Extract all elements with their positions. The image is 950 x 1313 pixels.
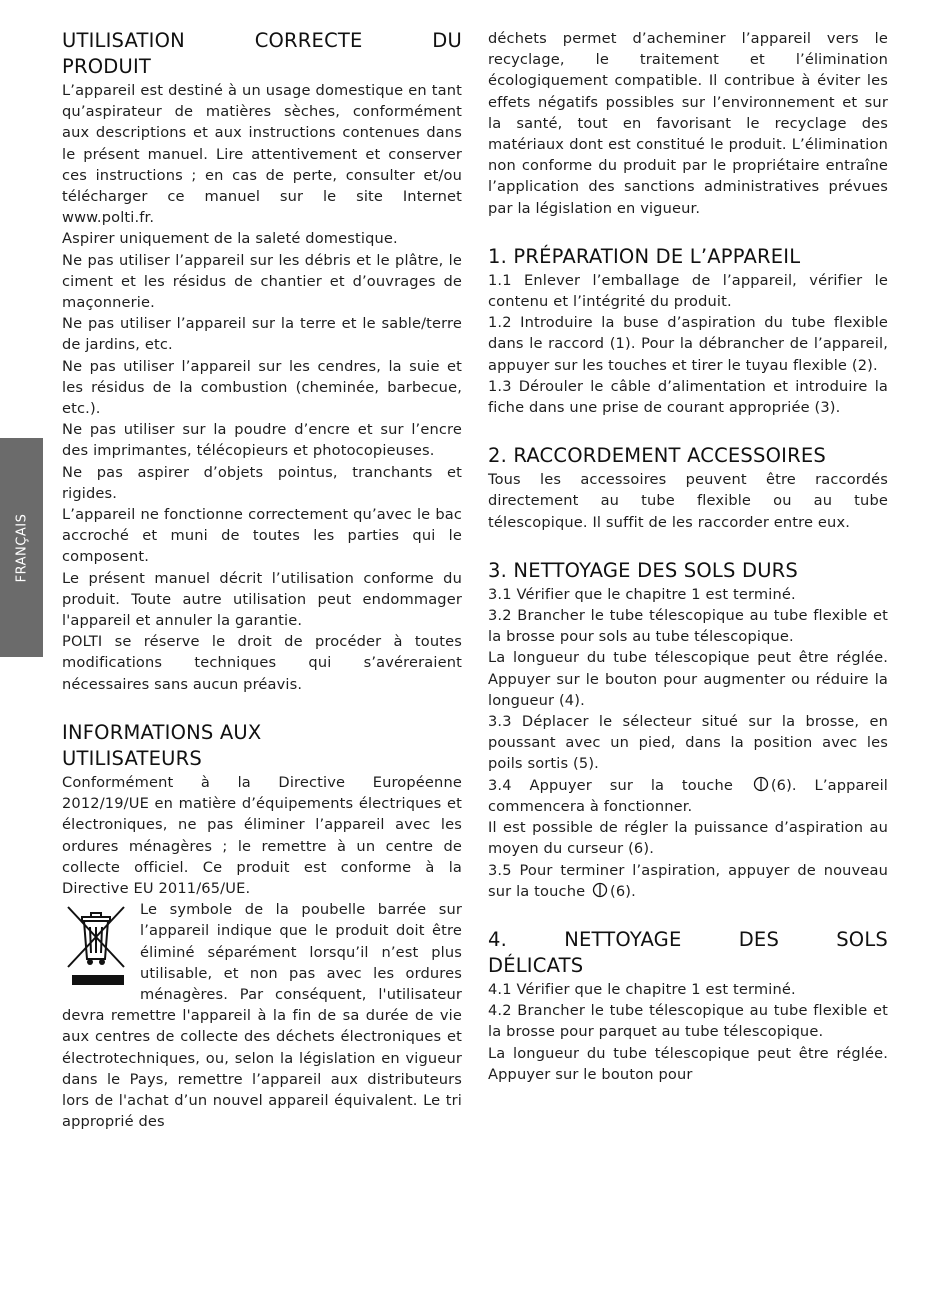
- language-side-tab: [0, 438, 43, 657]
- section-title-user-info: INFORMATIONS AUX: [62, 720, 262, 744]
- language-label: FRANÇAIS: [14, 513, 29, 582]
- section-title-user-info-line2: UTILISATEURS: [62, 746, 202, 770]
- hard-floor-step: 3.1 Vérifier que le chapitre 1 est terminé.: [488, 585, 796, 603]
- hard-floor-step-power: [488, 860, 888, 902]
- user-info-paragraph: Conformément à la Directive Européenne 2012/19/UE en matière d’équipements électriques et électroniques, ne pas éliminer l’appareil avec les ordures ménagères ; le remettre à un centre de collecte officiel. Ce produit est conforme à la Directive EU 2011/65/UE.: [62, 773, 462, 897]
- usage-paragraph: Ne pas utiliser sur la poudre d’encre et sur l’encre des imprimantes, télécopieurs et photocopieuses.: [62, 421, 462, 460]
- section-title-usage: UTILISATION CORRECTE DU: [62, 29, 462, 52]
- hard-floor-step: 3.2 Brancher le tube télescopique au tube flexible et la brosse pour sols au tube télescopique.: [488, 607, 888, 646]
- left-column: [62, 28, 462, 1132]
- usage-paragraph: L’appareil est destiné à un usage domestique en tant qu’aspirateur de matières sèches, conformément aux descriptions et aux instructions contenues dans le présent manuel. Lire attentivement et conserver ces instructions ; en cas de perte, consulter et/ou télécharger ce manuel sur le site Internet www.polti.fr.: [62, 82, 462, 227]
- usage-paragraph: L’appareil ne fonctionne correctement qu’avec le bac accroché et muni de toutes les parties qui le composent.: [62, 506, 462, 566]
- right-column: [488, 28, 888, 1085]
- step-text: 3.4 Appuyer sur la touche: [488, 776, 733, 794]
- delicate-floor-step: 4.1 Vérifier que le chapitre 1 est terminé.: [488, 980, 796, 998]
- weee-block: [62, 899, 462, 1132]
- section-title-hard-floors: 3. NETTOYAGE DES SOLS DURS: [488, 558, 798, 582]
- hard-floor-step: 3.3 Déplacer le sélecteur situé sur la brosse, en poussant avec un pied, dans la position avec les poils sortis (5).: [488, 713, 888, 773]
- crossed-bin-icon: [64, 903, 130, 987]
- preparation-step: 1.3 Dérouler le câble d’alimentation et introduire la fiche dans une prise de courant appropriée (3).: [488, 377, 888, 417]
- usage-paragraph: Le présent manuel décrit l’utilisation conforme du produit. Toute autre utilisation peut endommager l'appareil et annuler la garantie.: [62, 569, 462, 630]
- delicate-floor-step: La longueur du tube télescopique peut être réglée. Appuyer sur le bouton pour: [488, 1044, 888, 1083]
- accessories-paragraph: Tous les accessoires peuvent être raccordés directement au tube flexible ou au tube télescopique. Il suffit de les raccorder entre eux.: [488, 471, 888, 531]
- power-icon: [592, 882, 608, 898]
- usage-paragraph: Ne pas utiliser l’appareil sur les cendres, la suie et les résidus de la combustion (cheminée, barbecue, etc.).: [62, 357, 462, 418]
- hard-floor-step: Il est possible de régler la puissance d’aspiration au moyen du curseur (6).: [488, 819, 888, 858]
- step-text: (6).: [610, 882, 636, 900]
- usage-paragraph: Ne pas aspirer d’objets pointus, tranchants et rigides.: [62, 463, 462, 502]
- preparation-step: 1.1 Enlever l’emballage de l’appareil, vérifier le contenu et l’intégrité du produit.: [488, 271, 888, 311]
- weee-paragraph: Le symbole de la poubelle barrée sur l’appareil indique que le produit doit être éliminé séparément lorsqu’il n’est plus utilisable, et non pas avec les ordures ménagères. Par conséquent, l'utilisateur devra remettre l'appareil à la fin de sa durée de vie aux centres de collecte des déchets électroniques et électrotechniques, ou, selon la législation en vigueur dans le Pays, remettre l’appareil aux distributeurs lors de l'achat d’un nouvel appareil équivalent. Le tri approprié des: [62, 901, 462, 1131]
- usage-paragraph: Aspirer uniquement de la saleté domestique.: [62, 230, 398, 248]
- hard-floor-step-power: [488, 775, 888, 817]
- power-icon: [753, 776, 769, 792]
- usage-paragraph: Ne pas utiliser l’appareil sur les débris et le plâtre, le ciment et les résidus de chantier et d’ouvrages de maçonnerie.: [62, 251, 462, 312]
- hard-floor-step: La longueur du tube télescopique peut être réglée. Appuyer sur le bouton pour augmenter ou réduire la longueur (4).: [488, 649, 888, 709]
- usage-paragraph: POLTI se réserve le droit de procéder à toutes modifications techniques qui s’avéreraient nécessaires sans aucun préavis.: [62, 633, 462, 693]
- step-text: (6). L’appareil commencera à fonctionner.: [488, 776, 888, 815]
- section-title-delicate-floors-line2: DÉLICATS: [488, 953, 584, 977]
- step-text: 3.5 Pour terminer l’aspiration, appuyer de nouveau sur la touche: [488, 861, 888, 900]
- section-title-accessories: 2. RACCORDEMENT ACCESSOIRES: [488, 444, 826, 468]
- section-title-delicate-floors: 4. NETTOYAGE DES SOLS: [488, 927, 888, 951]
- usage-paragraph: Ne pas utiliser l’appareil sur la terre et le sable/terre de jardins, etc.: [62, 315, 462, 354]
- preparation-step: 1.2 Introduire la buse d’aspiration du tube flexible dans le raccord (1). Pour la débrancher de l’appareil, appuyer sur les touches et tirer le tuyau flexible (2).: [488, 314, 888, 374]
- continued-paragraph: déchets permet d’acheminer l’appareil vers le recyclage, le traitement et l’élimination écologiquement compatible. Il contribue à éviter les effets négatifs possibles sur l’environnement et sur la santé, tout en favorisant le recyclage des matériaux dont est constitué le produit. L’élimination non conforme du produit par le propriétaire entraîne l’application des sanctions administratives prévues par la législation en vigueur.: [488, 30, 888, 217]
- section-title-preparation: 1. PRÉPARATION DE L’APPAREIL: [488, 244, 801, 268]
- section-title-usage-line2: PRODUIT: [62, 55, 152, 78]
- delicate-floor-step: 4.2 Brancher le tube télescopique au tube flexible et la brosse pour parquet au tube télescopique.: [488, 1002, 888, 1041]
